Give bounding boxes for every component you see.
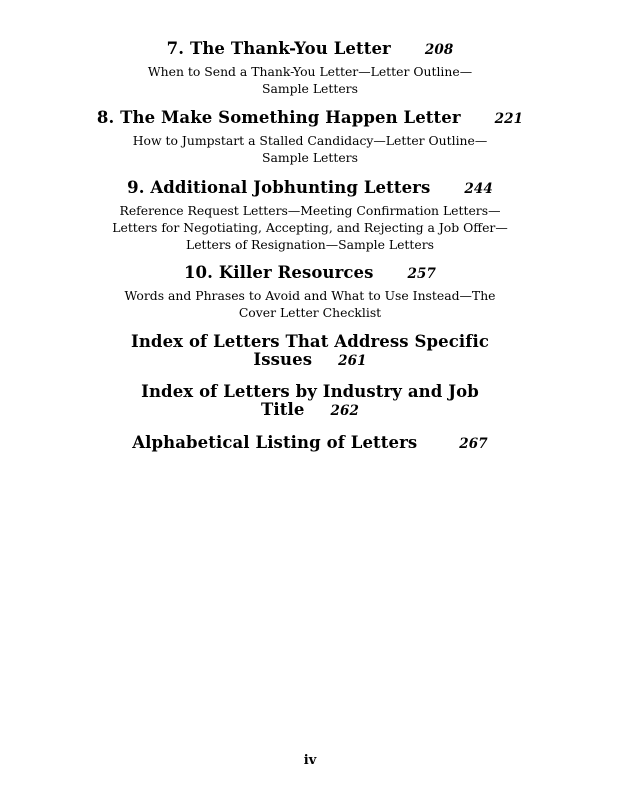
toc-page-number: 262 <box>330 403 359 419</box>
toc-description: Reference Request Letters—Meeting Confirmation Letters— Letters for Negotiating, Accepting, and Rejecting a Job Offer— Letters of Resignation—Sample Letters <box>112 203 508 252</box>
toc-page-number: 267 <box>459 436 488 452</box>
toc-entry-chapter-7 <box>0 40 620 97</box>
toc-title <box>0 434 620 453</box>
toc-title-text: 10. Killer Resources <box>183 263 374 282</box>
toc-entry-chapter-9 <box>0 179 620 253</box>
toc-title <box>0 109 620 128</box>
toc-title-text: Index of Letters That Address Specific Issues <box>131 332 489 369</box>
toc-description: How to Jumpstart a Stalled Candidacy—Letter Outline— Sample Letters <box>132 133 488 165</box>
toc-title <box>130 383 490 420</box>
toc-entry-chapter-10 <box>0 264 620 321</box>
toc-title-text: Alphabetical Listing of Letters <box>132 433 418 452</box>
toc-title-text: 8. The Make Something Happen Letter <box>96 108 461 127</box>
toc-entry-chapter-8 <box>0 109 620 166</box>
toc-page-number: 244 <box>464 181 493 197</box>
toc-description: When to Send a Thank-You Letter—Letter Outline— Sample Letters <box>147 64 473 96</box>
toc-page-number: 257 <box>407 266 437 282</box>
toc-title <box>0 264 620 283</box>
toc-page-number: 261 <box>338 353 367 369</box>
toc-entry-index-specific-issues <box>0 333 620 370</box>
toc-title-text: 9. Additional Jobhunting Letters <box>127 178 431 197</box>
toc-page-number: 221 <box>494 111 524 127</box>
toc-page-number: 208 <box>424 42 454 58</box>
toc-title <box>0 179 620 198</box>
toc-description: Words and Phrases to Avoid and What to Use Instead—The Cover Letter Checklist <box>124 288 496 320</box>
toc-title <box>120 333 500 370</box>
toc-entry-index-industry-title <box>0 383 620 420</box>
toc-entry-alphabetical-listing <box>0 434 620 453</box>
page-number: iv <box>303 753 317 768</box>
toc-title-text: 7. The Thank-You Letter <box>166 39 391 58</box>
toc-title <box>0 40 620 59</box>
toc-title-text: Index of Letters by Industry and Job Title <box>141 382 479 419</box>
